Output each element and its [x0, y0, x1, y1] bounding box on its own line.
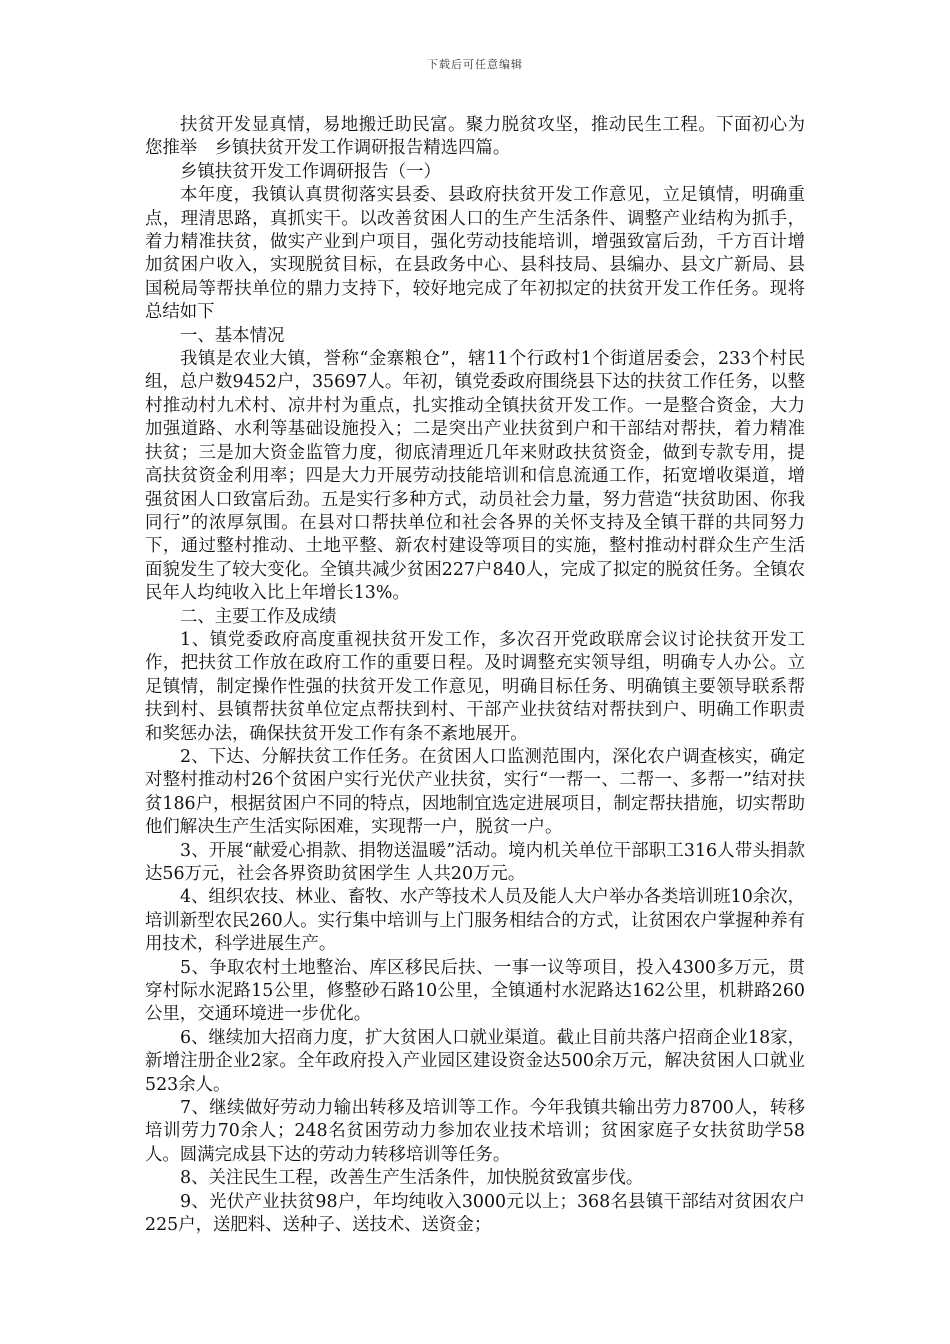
work-item-6: 6、继续加大招商力度，扩大贫困人口就业渠道。截止目前共落户招商企业18家，新增注册企业2家。全年政府投入产业园区建设资金达500余万元，解决贫困人口就业523余人。: [145, 1027, 805, 1095]
work-item-3: 3、开展“献爱心捐款、捐物送温暖”活动。境内机关单位干部职工316人带头捐款达56万元，社会各界资助贫困学生 人共20万元。: [145, 840, 805, 884]
document-body: [145, 114, 805, 1238]
work-item-9: 9、光伏产业扶贫98户，年均纯收入3000元以上；368名县镇干部结对贫困农户225户，送肥料、送种子、送技术、送资金；: [145, 1191, 805, 1236]
work-item-4: 4、组织农技、林业、畜牧、水产等技术人员及能人大户举办各类培训班10余次，培训新型农民260人。实行集中培训与上门服务相结合的方式，让贫困农户掌握种养有用技术，科学进展生产。: [145, 887, 805, 955]
report-title: 乡镇扶贫开发工作调研报告（一）: [180, 161, 441, 182]
section-1-paragraph: 我镇是农业大镇，誉称“金寨粮仓”，辖11个行政村1个街道居委会，233个村民组，总户数9452户，35697人。年初，镇党委政府围绕县下达的扶贫工作任务，以整村推动村九术村、凉井村为重点，扎实推动全镇扶贫开发工作。一是整合资金，大力加强道路、水利等基础设施投入；二是突出产业扶贫到户和干部结对帮扶，着力精准扶贫；三是加大资金监管力度，彻底清理近几年来财政扶贫资金，做到专款专用，提高扶贫资金利用率；四是大力开展劳动技能培训和信息流通工作，拓宽增收渠道，增强贫困人口致富后劲。五是实行多种方式，动员社会力量，努力营造“扶贫助困、你我同行”的浓厚氛围。在县对口帮扶单位和社会各界的关怀支持及全镇干群的共同努力下，通过整村推动、土地平整、新农村建设等项目的实施，整村推动村群众生产生活面貌发生了较大变化。全镇共减少贫困227户840人，完成了拟定的脱贫任务。全镇农民年人均纯收入比上年增长13%。: [145, 349, 805, 604]
work-item-2: 2、下达、分解扶贫工作任务。在贫困人口监测范围内，深化农户调查核实，确定对整村推动村26个贫困户实行光伏产业扶贫，实行“一帮一、二帮一、多帮一”结对扶贫186户，根据贫困户不同的特点，因地制宜选定进展项目，制定帮扶措施，切实帮助他们解决生产生活实际困难，实现帮一户，脱贫一户。: [145, 746, 805, 838]
header-note: 下载后可任意编辑: [427, 58, 523, 71]
summary-paragraph: 本年度，我镇认真贯彻落实县委、县政府扶贫开发工作意见，立足镇情，明确重点，理清思路，真抓实干。以改善贫困人口的生产生活条件、调整产业结构为抓手，着力精准扶贫，做实产业到户项目，强化劳动技能培训，增强致富后劲，千方百计增加贫困户收入，实现脱贫目标，在县政务中心、县科技局、县编办、县文广新局、县国税局等帮扶单位的鼎力支持下，较好地完成了年初拟定的扶贫开发工作任务。现将总结如下: [145, 185, 805, 323]
section-1-heading: 一、基本情况: [180, 325, 285, 346]
work-item-1: 1、镇党委政府高度重视扶贫开发工作，多次召开党政联席会议讨论扶贫开发工作，把扶贫工作放在政府工作的重要日程。及时调整充实领导组，明确专人办公。立足镇情，制定操作性强的扶贫开发工作意见，明确目标任务、明确镇主要领导联系帮扶到村、县镇帮扶贫单位定点帮扶到村、干部产业扶贫结对帮扶到户、明确工作职责和奖惩办法，确保扶贫开发工作有条不紊地展开。: [145, 629, 805, 744]
section-2-heading: 二、主要工作及成绩: [180, 606, 337, 627]
work-item-8: 8、关注民生工程，改善生产生活条件，加快脱贫致富步伐。: [180, 1168, 644, 1189]
work-item-5: 5、争取农村土地整治、库区移民后扶、一事一议等项目，投入4300多万元，贯穿村际水泥路15公里，修整砂石路10公里，全镇通村水泥路达162公里，机耕路260公里，交通环境进一步优化。: [145, 957, 805, 1025]
intro-paragraph: 扶贫开发显真情，易地搬迁助民富。聚力脱贫攻坚，推动民生工程。下面初心为您推举 乡镇扶贫开发工作调研报告精选四篇。: [145, 115, 805, 159]
work-item-7: 7、继续做好劳动力输出转移及培训等工作。今年我镇共输出劳力8700人，转移培训劳力70余人；248名贫困劳动力参加农业技术培训；贫困家庭子女扶贫助学58人。圆满完成县下达的劳动力转移培训等任务。: [145, 1098, 805, 1165]
